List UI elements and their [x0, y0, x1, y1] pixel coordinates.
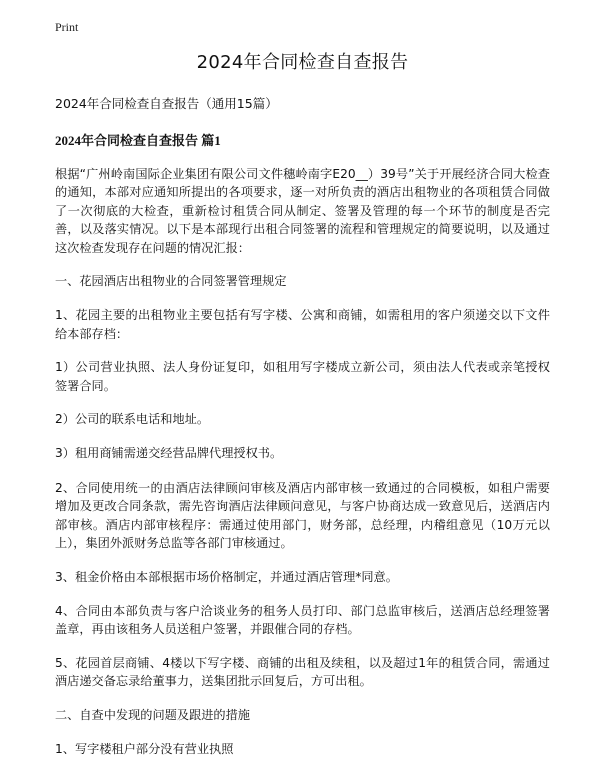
paragraph-item-3: 3、租金价格由本部根据市场价格制定，并通过酒店管理*同意。 [55, 569, 398, 584]
print-link[interactable]: Print [55, 20, 79, 34]
paragraph-subitem-2: 2）公司的联系电话和地址。 [55, 412, 210, 427]
document-subtitle: 2024年合同检查自查报告（通用15篇） [55, 96, 278, 111]
paragraph-item-2: 2、合同使用统一的由酒店法律顾问审核及酒店内部审核一致通过的合同模板，如租户需要增加及更改合同条款，需先咨询酒店法律顾问意见，与客户协商达成一致意见后，送酒店内部审核。酒店内部审核程序：需通过使用部门，财务部，总经理，内稽组意见（10万元以上），集团外派财务总监等各部门审核通过。 [55, 480, 550, 551]
paragraph-subitem-1: 1）公司营业执照、法人身份证复印，如租用写字楼成立新公司，须由法人代表或亲笔授权签署合同。 [55, 360, 550, 393]
paragraph-item-5: 5、花园首层商铺、4楼以下写字楼、商铺的出租及续租，以及超过1年的租赁合同，需通过酒店递交备忘录给董事力，送集团批示回复后，方可出租。 [55, 655, 550, 689]
document-body [55, 48, 550, 774]
paragraph-subitem-3: 3）租用商铺需递交经营品牌代理授权书。 [55, 446, 283, 461]
intro-paragraph: 根据“广州岭南国际企业集团有限公司文件穗岭南字E20__）39号”关于开展经济合同大检查的通知，本部对应通知所提出的各项要求，逐一对所负责的酒店出租物业的各项租赁合同做了一次彻底的大检查，重新检讨租赁合同从制定、签署及管理的每一个环节的制度是否完善，以及落实情况。以下是本部现行出租合同签署的流程和管理规定的简要说明，以及通过这次检查发现存在问题的情况汇报： [55, 167, 550, 255]
section-1-heading: 一、花园酒店出租物业的合同签署管理规定 [55, 274, 287, 289]
paragraph-item-1: 1、花园主要的出租物业主要包括有写字楼、公寓和商铺，如需租用的客户须递交以下文件给本部存档： [55, 308, 550, 341]
paragraph-problem-1: 1、写字楼租户部分没有营业执照 [55, 741, 234, 756]
paragraph-item-4: 4、合同由本部负责与客户洽谈业务的租务人员打印、部门总监审核后，送酒店总经理签署盖章，再由该租务人员送租户签署，并跟催合同的存档。 [55, 603, 550, 637]
section-2-heading: 二、自查中发现的问题及跟进的措施 [55, 707, 250, 722]
page-title: 2024年合同检查自查报告 [196, 52, 409, 73]
section-heading: 2024年合同检查自查报告 篇1 [55, 133, 221, 148]
